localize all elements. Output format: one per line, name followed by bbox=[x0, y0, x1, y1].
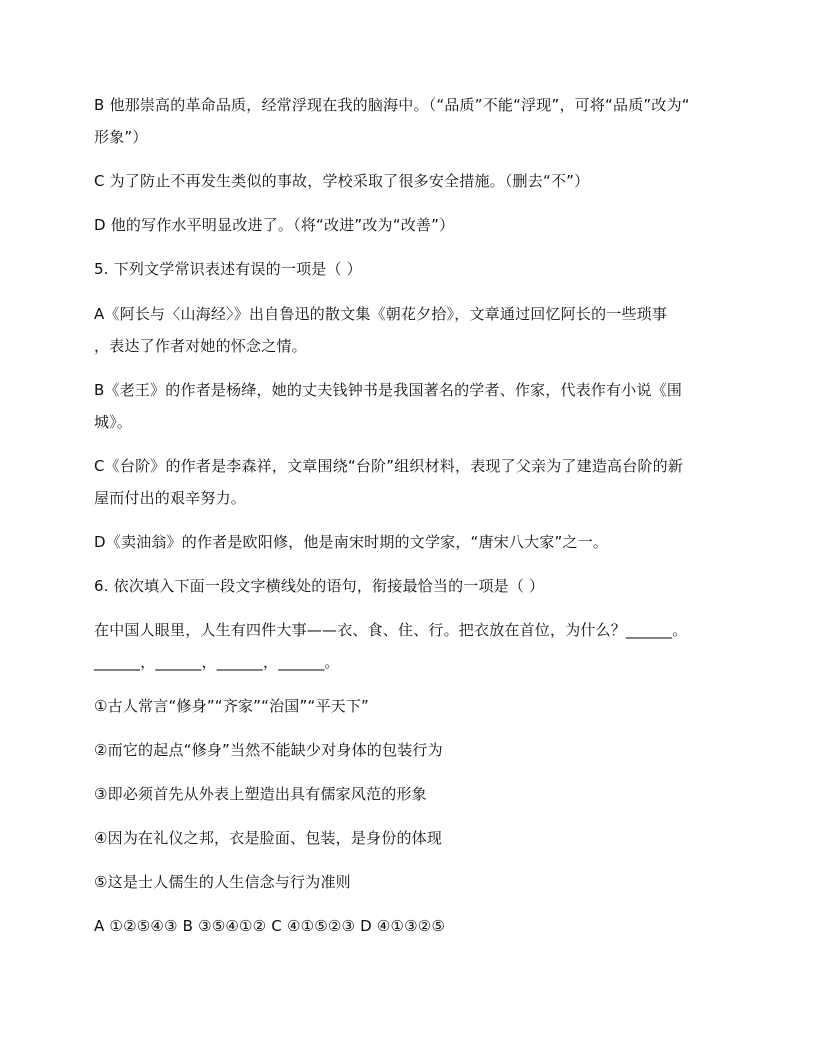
q5-option-a-2: ，表达了作者对她的怀念之情。 bbox=[94, 337, 307, 355]
q6-passage-2: ______，______，______，______。 bbox=[94, 653, 340, 671]
q5-option-b-1: B《老王》的作者是杨绛，她的丈夫钱钟书是我国著名的学者、作家，代表作有小说《围 bbox=[94, 381, 683, 399]
q5-option-c-1: C《台阶》的作者是李森祥，文章围绕“台阶”组织材料，表现了父亲为了建造高台阶的新 bbox=[94, 457, 684, 475]
q5-option-a-1: A《阿长与〈山海经〉》出自鲁迅的散文集《朝花夕拾》，文章通过回忆阿长的一些琐事 bbox=[94, 305, 668, 323]
q6-sentence-4: ④因为在礼仪之邦，衣是脸面、包装，是身份的体现 bbox=[94, 829, 443, 847]
text-line-option-c: C 为了防止不再发生类似的事故，学校采取了很多安全措施。（删去“不”） bbox=[94, 172, 590, 190]
question-6-stem: 6. 依次填入下面一段文字横线处的语句，衔接最恰当的一项是（ ） bbox=[94, 577, 545, 595]
q6-sentence-2: ②而它的起点“修身”当然不能缺少对身体的包装行为 bbox=[94, 741, 443, 759]
text-line-option-d: D 他的写作水平明显改进了。（将“改进”改为“改善”） bbox=[94, 216, 455, 234]
q6-passage-1: 在中国人眼里，人生有四件大事——衣、食、住、行。把衣放在首位，为什么？______。 bbox=[94, 621, 688, 639]
text-line-option-b-2: 形象”） bbox=[94, 128, 148, 146]
q6-sentence-1: ①古人常言“修身”“齐家”“治国”“平天下” bbox=[94, 697, 370, 715]
q5-option-b-2: 城》。 bbox=[94, 413, 133, 431]
q5-option-d: D《卖油翁》的作者是欧阳修，他是南宋时期的文学家，“唐宋八大家”之一。 bbox=[94, 533, 609, 551]
question-5-stem: 5. 下列文学常识表述有误的一项是（ ） bbox=[94, 260, 362, 278]
q6-answer-options: A ①②⑤④③ B ③⑤④①② C ④①⑤②③ D ④①③②⑤ bbox=[94, 917, 446, 935]
text-line-option-b-1: B 他那崇高的革命品质，经常浮现在我的脑海中。（“品质”不能“浮现”，可将“品质”改为“ bbox=[94, 96, 690, 114]
q6-sentence-3: ③即必须首先从外表上塑造出具有儒家风范的形象 bbox=[94, 785, 427, 803]
q6-sentence-5: ⑤这是士人儒生的人生信念与行为准则 bbox=[94, 873, 351, 891]
q5-option-c-2: 屋而付出的艰辛努力。 bbox=[94, 489, 247, 507]
